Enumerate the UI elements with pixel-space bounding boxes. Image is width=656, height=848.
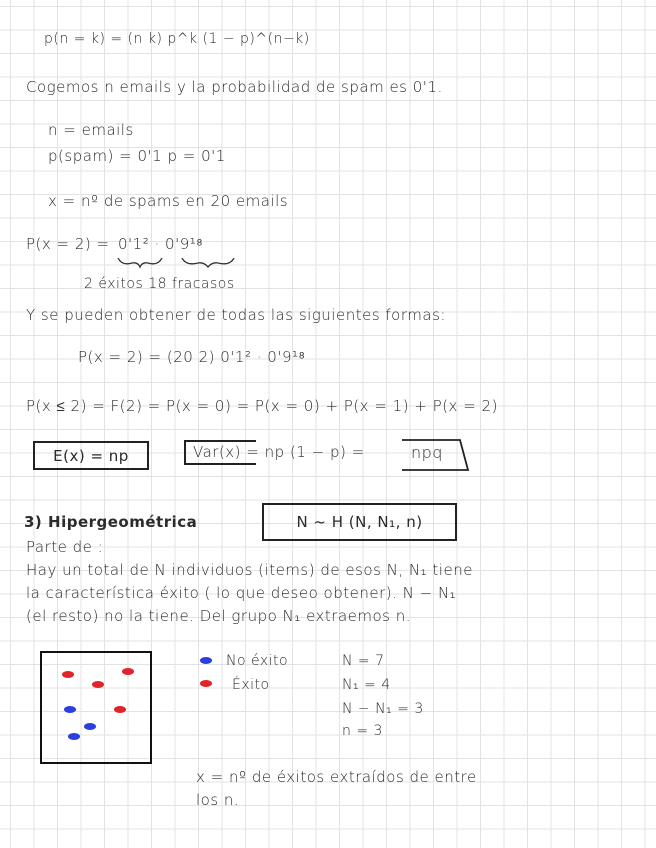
forms-text: Y se pueden obtener de todas las siguientes formas: (26, 306, 446, 324)
px2-label: P(x = 2) = (26, 235, 110, 253)
legend-failure-label: No éxito (226, 653, 289, 669)
legend-failure-dot (200, 657, 212, 664)
failure-ball (68, 733, 80, 740)
value-N1: N₁ = 4 (342, 677, 391, 693)
legend-success-label: Éxito (232, 677, 270, 693)
section-notation-box: N ~ H (N, N₁, n) (262, 503, 457, 541)
urn-box (40, 651, 152, 764)
value-n: n = 3 (342, 723, 383, 739)
paragraph-line-2: la característica éxito ( lo que deseo obtener). N − N₁ (26, 584, 457, 602)
px2-combination: P(x = 2) = (20 2) 0'1² · 0'9¹⁸ (78, 348, 306, 366)
x-hyper-line-2: los n. (196, 791, 240, 809)
variance-result: npq (411, 443, 443, 462)
binomial-formula: p(n = k) = (n k) p^k (1 − p)^(n−k) (44, 31, 310, 47)
underbrace-marks (112, 254, 252, 270)
success-ball (62, 671, 74, 678)
parte-de: Parte de : (26, 538, 104, 556)
paragraph-line-1: Hay un total de N individuos (items) de esos N, N₁ tiene (26, 561, 473, 579)
value-N-minus-N1: N − N₁ = 3 (342, 701, 424, 717)
success-ball (92, 681, 104, 688)
section-title: 3) Hipergeométrica (24, 513, 198, 531)
value-N: N = 7 (342, 653, 385, 669)
p-definition: p(spam) = 0'1 p = 0'1 (48, 147, 226, 165)
variance-formula: Var(x) = np (1 − p) = (193, 443, 365, 461)
px2-terms: 0'1² · 0'9¹⁸ (118, 235, 204, 253)
px2-subtitle: 2 éxitos 18 fracasos (84, 276, 235, 292)
legend-success-dot (200, 680, 212, 687)
success-ball (122, 668, 134, 675)
success-ball (114, 706, 126, 713)
expectation-box: E(x) = np (33, 441, 149, 470)
paragraph-line-3: (el resto) no la tiene. Del grupo N₁ extraemos n. (26, 607, 412, 625)
cdf-line: P(x ≤ 2) = F(2) = P(x = 0) = P(x = 0) + P(x = 1) + P(x = 2) (26, 397, 498, 415)
x-hyper-line-1: x = nº de éxitos extraídos de entre (196, 768, 477, 786)
x-definition: x = nº de spams en 20 emails (48, 192, 289, 210)
failure-ball (84, 723, 96, 730)
intro-line: Cogemos n emails y la probabilidad de spam es 0'1. (26, 78, 443, 96)
n-definition: n = emails (48, 121, 134, 139)
failure-ball (64, 706, 76, 713)
variance-result-box (398, 436, 478, 476)
